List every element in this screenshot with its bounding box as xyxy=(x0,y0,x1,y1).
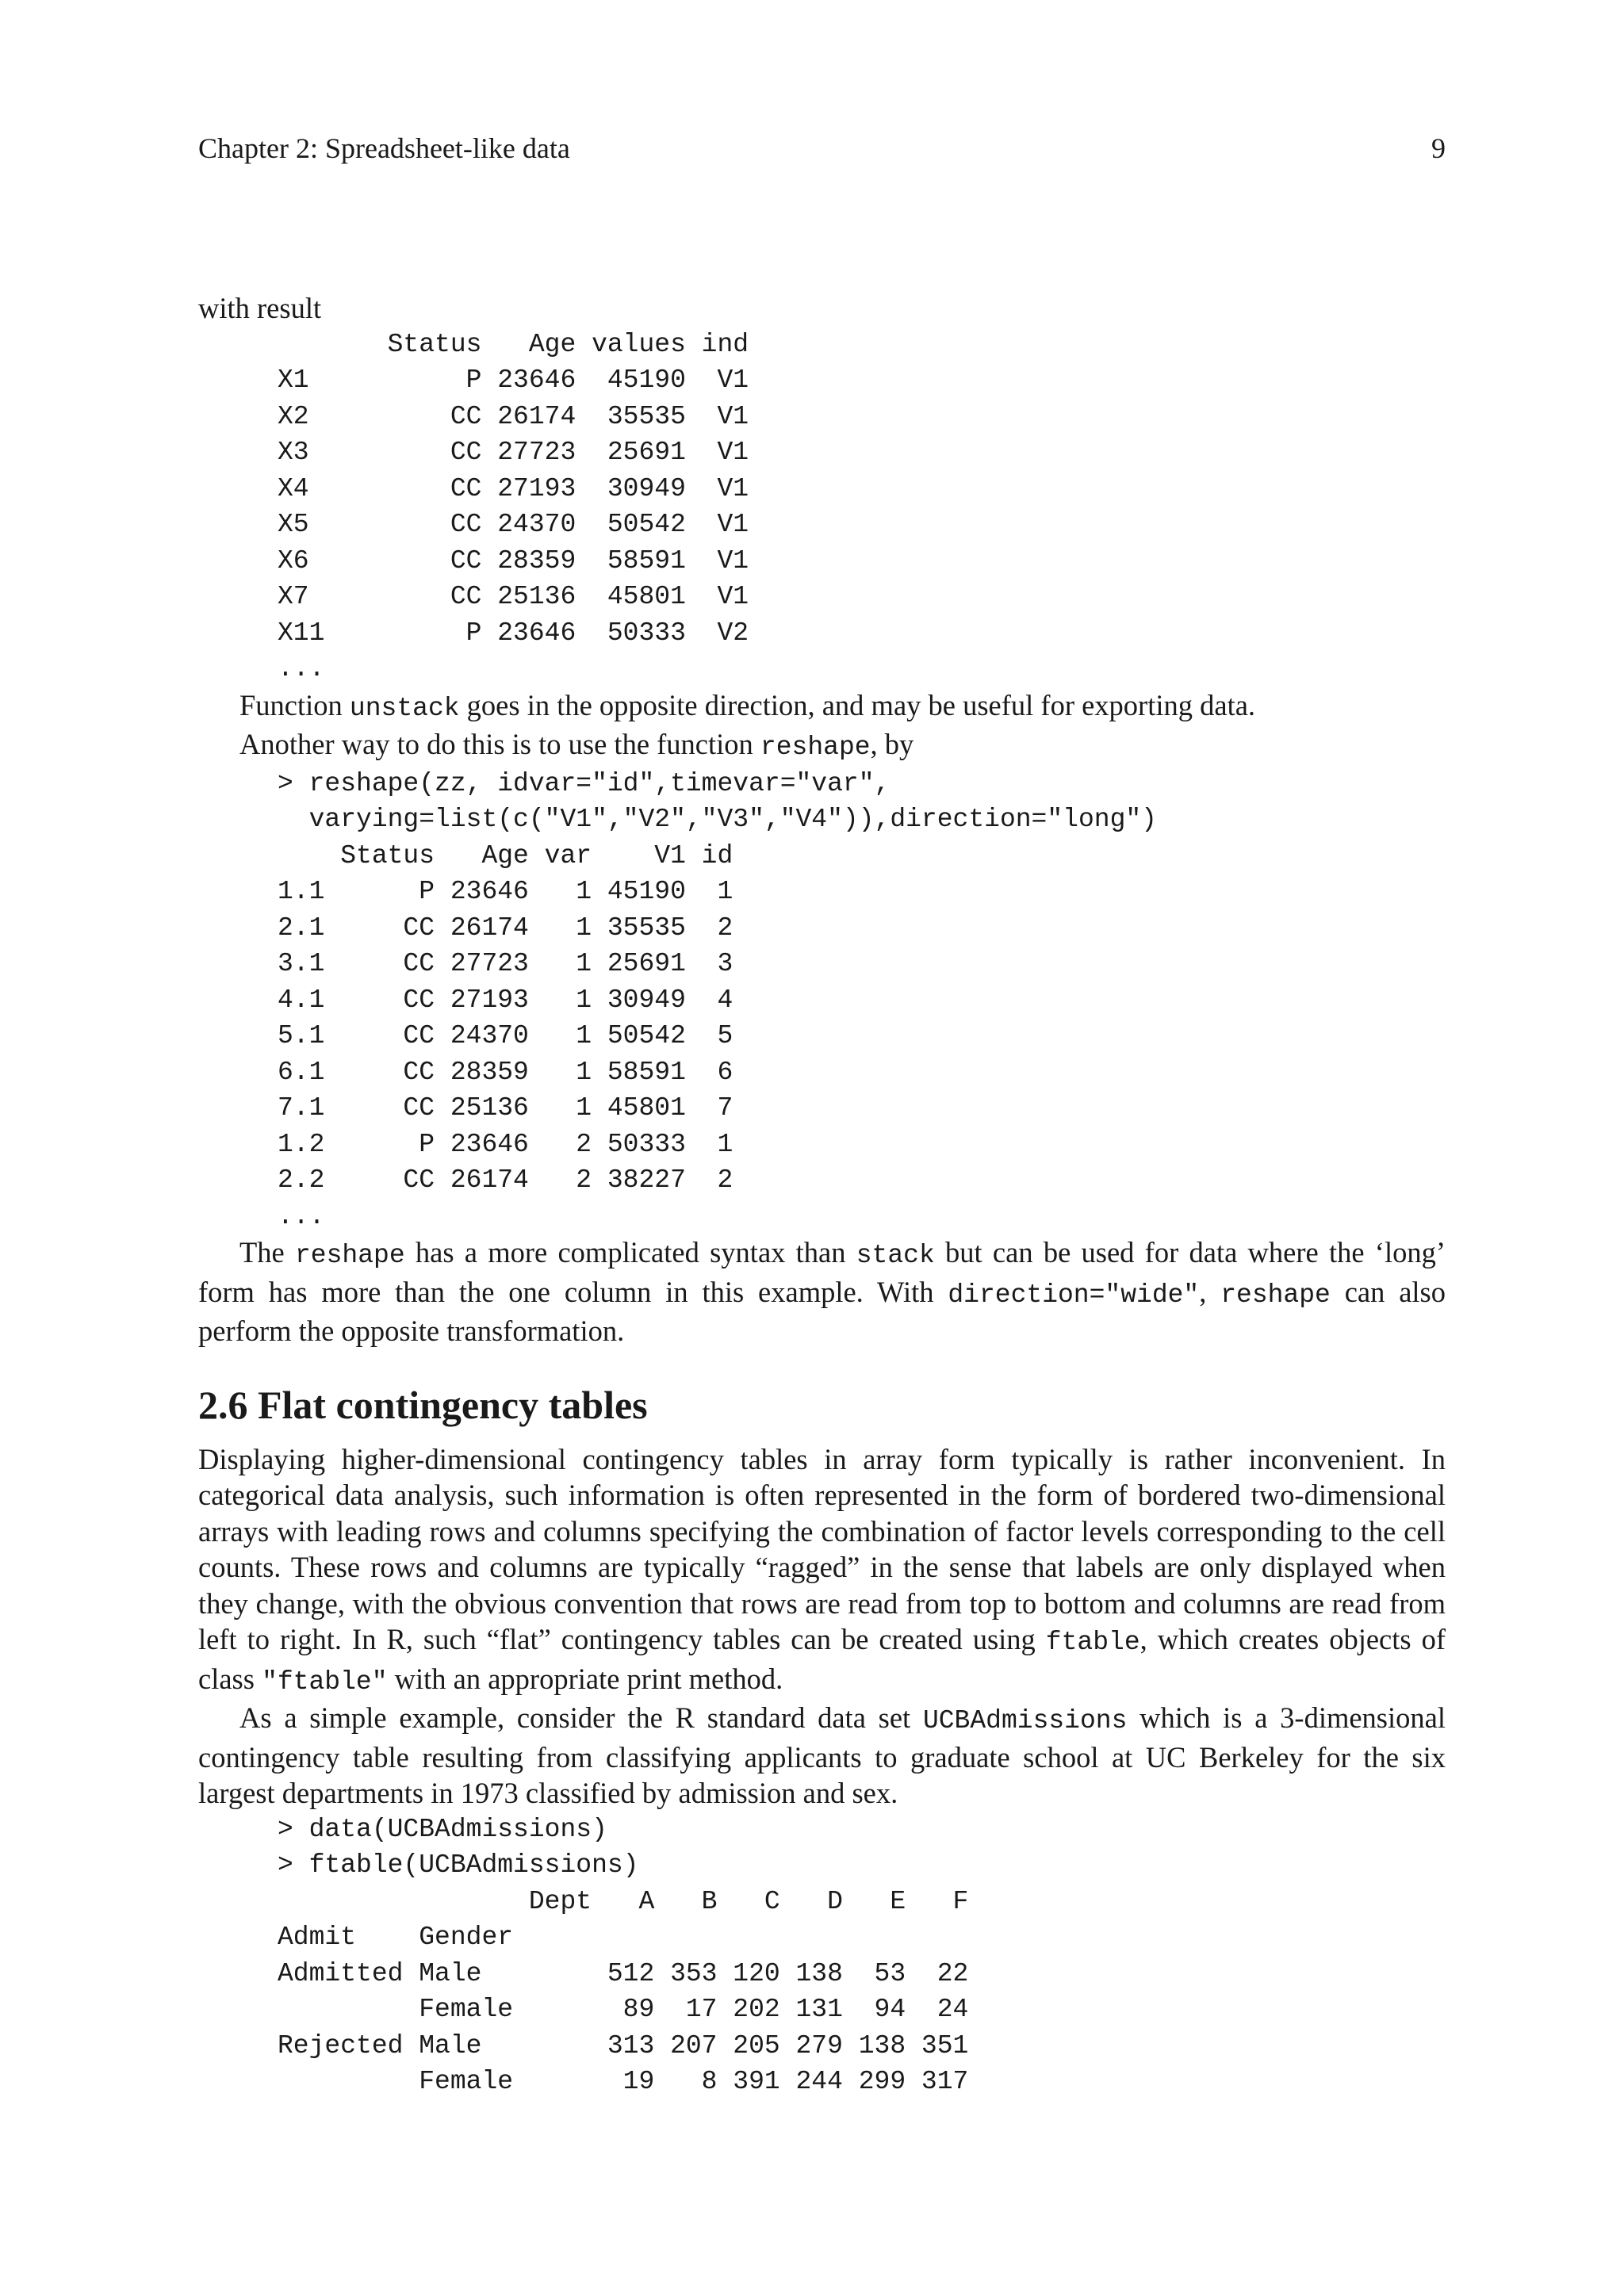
inline-code: reshape xyxy=(760,733,871,762)
text-run: but can be used for data where the ‘long’ form has more than the one column in this example. With xyxy=(198,1236,1446,1308)
inline-code: direction="wide" xyxy=(948,1280,1200,1310)
text-run: with an appropriate print method. xyxy=(387,1662,783,1695)
paragraph-example xyxy=(198,1700,1446,1812)
text-run: , xyxy=(1199,1275,1221,1308)
inline-code: stack xyxy=(856,1241,935,1270)
inline-code: reshape xyxy=(295,1241,405,1270)
section-heading: 2.6 Flat contingency tables xyxy=(198,1382,648,1427)
text-run: which is a 3-dimensional contingency table resulting from classifying applicants to graduate school at UC Berkeley for the six largest departments in 1973 classified by admission and sex. xyxy=(198,1701,1446,1809)
paragraph-unstack xyxy=(198,687,1446,727)
text-run: has a more complicated syntax than xyxy=(404,1236,856,1269)
running-header xyxy=(198,131,1446,166)
paragraph-reshape-intro xyxy=(198,726,1446,766)
inline-code: "ftable" xyxy=(262,1667,388,1697)
page-number: 9 xyxy=(1431,132,1446,164)
ftable-code-block: > data(UCBAdmissions) > ftable(UCBAdmissions) Dept A B C D E F Admit Gender Admitted Male 512 353 120 138 53 22 Female 89 17 202 131 94 24 Rejected Male 313 207 205 279 138 351 Female 19 8 391 244 299 317 xyxy=(278,1814,969,2096)
inline-code: reshape xyxy=(1220,1280,1331,1310)
text-run: Displaying higher-dimensional contingency tables in array form typically is rather inconvenient. In categorical data analysis, such information is often represented in the form of bordered two-dimensional arrays with leading rows and columns specifying the combination of factor levels corresponding to the cell counts. These rows and columns are typically “ragged” in the sense that labels are only displayed when they change, with the obvious convention that rows are read from top to bottom and columns are read from left to right. In R, such “flat” contingency tables can be created using xyxy=(198,1442,1446,1655)
intro-line: with result xyxy=(198,292,322,324)
inline-code: unstack xyxy=(349,693,460,723)
text-run: goes in the opposite direction, and may be useful for exporting data. xyxy=(459,688,1256,721)
inline-code: UCBAdmissions xyxy=(922,1706,1128,1735)
stack-output-block: Status Age values ind X1 P 23646 45190 V1 X2 CC 26174 35535 V1 X3 CC 27723 25691 V1 X4 CC 27193 30949 V1 X5 CC 24370 50542 V1 X6 CC 28359 58591 V1 X7 CC 25136 45801 V1 X11 P 23646 50333 V2 ... xyxy=(278,329,749,683)
chapter-title: Chapter 2: Spreadsheet-like data xyxy=(198,132,570,164)
text-run: Another way to do this is to use the function xyxy=(239,728,760,760)
paragraph-reshape-note xyxy=(198,1234,1446,1349)
body-text xyxy=(198,290,1446,2100)
inline-code: ftable xyxy=(1045,1628,1140,1657)
text-run: Function xyxy=(239,688,350,721)
text-run: The xyxy=(239,1236,295,1269)
text-run: can also perform the opposite transformation. xyxy=(198,1275,1446,1347)
reshape-code-block: > reshape(zz, idvar="id",timevar="var", varying=list(c("V1","V2","V3","V4")),direction="long") Status Age var V1 id 1.1 P 23646 1 45190 1 2.1 CC 26174 1 35535 2 3.1 CC 27723 1 25691 3 4.1 CC 27193 1 30949 4 5.1 CC 24370 1 50542 5 6.1 CC 28359 1 58591 6 7.1 CC 25136 1 45801 7 1.2 P 23646 2 50333 1 2.2 CC 26174 2 38227 2 ... xyxy=(278,768,1157,1231)
paragraph-flat-tables xyxy=(198,1441,1446,1701)
text-run: , which creates objects of class xyxy=(198,1623,1446,1695)
text-run: As a simple example, consider the R standard data set xyxy=(239,1701,923,1734)
text-run: , by xyxy=(870,728,914,760)
